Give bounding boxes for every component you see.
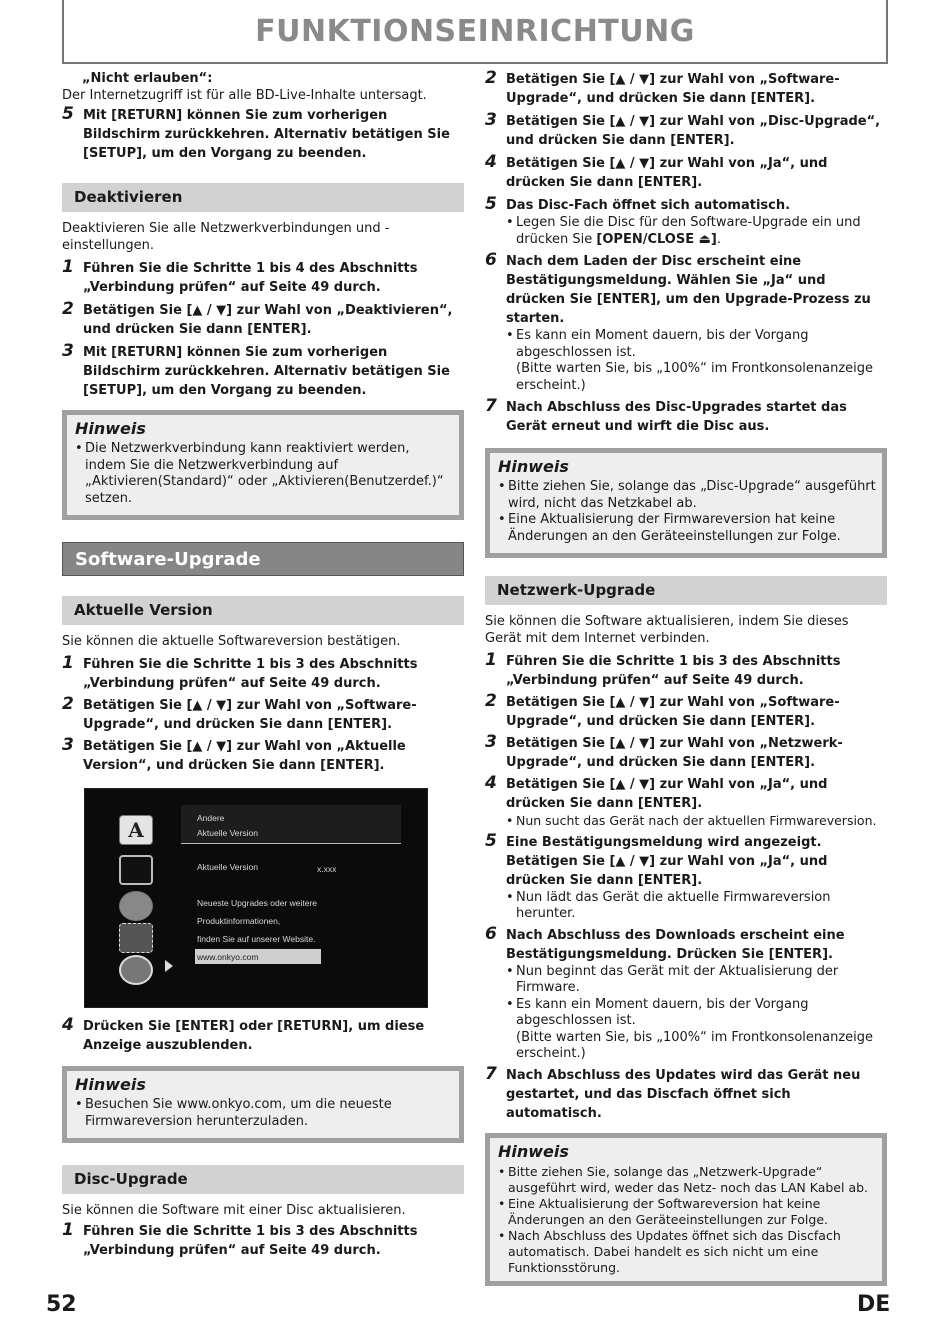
step [485, 775, 887, 830]
step-text: Führen Sie die Schritte 1 bis 3 des Abschnitts „Verbindung prüfen“ auf Seite 49 durch. [83, 657, 418, 691]
step-number: 3 [62, 341, 74, 361]
language-code: DE [857, 1292, 891, 1317]
selection-arrow-icon [165, 960, 173, 972]
step [62, 301, 464, 339]
page-number: 52 [46, 1292, 77, 1317]
step-number: 4 [62, 1015, 74, 1035]
step-number: 2 [62, 299, 74, 319]
step-text: Mit [RETURN] können Sie zum vorherigen Bildschirm zurückkehren. Alternativ betätigen Sie [SETUP], um den Vorgang zu beenden. [83, 108, 450, 161]
step [485, 1063, 887, 1123]
step-number: 4 [485, 152, 497, 172]
step-text: Betätigen Sie [▲ / ▼] zur Wahl von „Software-Upgrade“, und drücken Sie dann [ENTER]. [83, 698, 417, 732]
step-number: 2 [62, 694, 74, 714]
step [485, 830, 887, 923]
right-column [485, 70, 887, 1286]
step-number: 6 [485, 250, 497, 270]
note-box [62, 410, 464, 520]
tv-icon [119, 855, 153, 885]
step [485, 693, 887, 731]
step-number: 4 [485, 773, 497, 793]
step [485, 154, 887, 192]
open-close-key: [OPEN/CLOSE ⏏] [596, 231, 717, 247]
step [62, 737, 464, 775]
step-number: 2 [485, 68, 497, 88]
step-number: 7 [485, 396, 497, 416]
note-title: Hinweis [75, 1075, 146, 1094]
step [485, 196, 887, 248]
page-title: FUNKTIONSEINRICHTUNG [255, 14, 695, 49]
step-text: Führen Sie die Schritte 1 bis 3 des Abschnitts „Verbindung prüfen“ auf Seite 49 durch. [83, 1224, 418, 1258]
step-text: Nach Abschluss des Updates wird das Gerät neu gestartet, und das Discfach öffnet sich automatisch. [506, 1067, 861, 1121]
step-bullet: • Es kann ein Moment dauern, bis der Vorgang abgeschlossen ist. [506, 328, 887, 361]
osd-divider [181, 843, 401, 844]
step-bullet: • Legen Sie die Disc für den Software-Upgrade ein und drücken Sie [OPEN/CLOSE ⏏]. [506, 215, 887, 248]
section-heading-netzwerk-upgrade: Netzwerk-Upgrade [485, 576, 887, 605]
step-text: Betätigen Sie [▲ / ▼] zur Wahl von „Disc-Upgrade“, und drücken Sie dann [ENTER]. [506, 114, 881, 148]
step [485, 652, 887, 690]
note-box [62, 1066, 464, 1143]
step-bullet: • Nun sucht das Gerät nach der aktuellen Firmwareversion. [506, 813, 887, 830]
note-item: • Nach Abschluss des Updates öffnet sich das Discfach automatisch. Dabei handelt es sich nicht um eine Funktionsstörung. [498, 1228, 876, 1276]
step-text: Betätigen Sie [▲ / ▼] zur Wahl von „Software-Upgrade“, und drücken Sie dann [ENTER]. [506, 695, 840, 729]
step-text: Führen Sie die Schritte 1 bis 3 des Abschnitts „Verbindung prüfen“ auf Seite 49 durch. [506, 654, 841, 688]
osd-menu-line: Andere [197, 813, 225, 823]
step-text: Nach Abschluss des Downloads erscheint eine Bestätigungsmeldung. Drücken Sie [ENTER]. [506, 927, 845, 962]
note-title: Hinweis [498, 1141, 569, 1161]
option-label: „Nicht erlauben“: [82, 71, 213, 86]
section-intro: Sie können die aktuelle Softwareversion bestätigen. [62, 634, 401, 649]
step-number: 5 [485, 830, 497, 851]
step-bullet: • Nun beginnt das Gerät mit der Aktualisierung der Firmware. [506, 964, 887, 997]
step-text: Führen Sie die Schritte 1 bis 4 des Abschnitts „Verbindung prüfen“ auf Seite 49 durch. [83, 261, 418, 295]
step-number: 2 [485, 691, 497, 711]
note-item: • Bitte ziehen Sie, solange das „Netzwerk-Upgrade“ ausgeführt wird, weder das Netz- noch das LAN Kabel ab. [498, 1164, 876, 1196]
step-text: Drücken Sie [ENTER] oder [RETURN], um diese Anzeige auszublenden. [83, 1019, 425, 1053]
note-item: • Die Netzwerkverbindung kann reaktiviert werden, indem Sie die Netzwerkverbindung auf „Aktivieren(Standard)“ oder „Aktivieren(Benutzerdef.)“ setzen. [75, 441, 453, 507]
step-number: 1 [62, 1220, 74, 1240]
step-subnote: (Bitte warten Sie, bis „100%“ im Frontkonsolenanzeige erscheint.) [516, 361, 874, 393]
step-number: 1 [62, 653, 74, 673]
step-text: Betätigen Sie [▲ / ▼] zur Wahl von „Aktuelle Version“, und drücken Sie dann [ENTER]. [83, 739, 406, 773]
step-text: Mit [RETURN] können Sie zum vorherigen Bildschirm zurückkehren. Alternativ betätigen Sie [SETUP], um den Vorgang zu beenden. [83, 345, 450, 398]
note-item: • Eine Aktualisierung der Softwareversion hat keine Änderungen an den Geräteeinstellungen zur Folge. [498, 1196, 876, 1228]
film-icon [119, 923, 153, 953]
section-heading-disc-upgrade: Disc-Upgrade [62, 1165, 464, 1194]
step [62, 696, 464, 734]
step [62, 1222, 464, 1260]
note-box [485, 1133, 887, 1286]
note-item: • Bitte ziehen Sie, solange das „Disc-Upgrade“ ausgeführt wird, nicht das Netzkabel ab. [498, 479, 876, 512]
step [62, 343, 464, 400]
step [62, 259, 464, 297]
step [485, 923, 887, 1063]
step-number: 3 [485, 732, 497, 752]
step-text: Nach dem Laden der Disc erscheint eine Bestätigungsmeldung. Wählen Sie „Ja“ und drücken Sie [ENTER], um den Upgrade-Prozess zu starten. [506, 254, 871, 326]
step [485, 112, 887, 150]
step [62, 655, 464, 693]
step [62, 1017, 464, 1055]
step-bullet: • Nun lädt das Gerät die aktuelle Firmwareversion herunter. [506, 890, 887, 923]
step-number: 7 [485, 1063, 497, 1084]
osd-screenshot [84, 788, 428, 1008]
step [62, 106, 464, 163]
step-text: Eine Bestätigungsmeldung wird angezeigt. Betätigen Sie [▲ / ▼] zur Wahl von „Ja“, und drücken Sie dann [ENTER]. [506, 834, 828, 888]
step [485, 70, 887, 108]
step-text: Das Disc-Fach öffnet sich automatisch. [506, 198, 791, 213]
step-text: Betätigen Sie [▲ / ▼] zur Wahl von „Deaktivieren“, und drücken Sie dann [ENTER]. [83, 303, 453, 337]
note-box [485, 448, 887, 558]
osd-version-value: x.xxx [317, 864, 337, 874]
section-intro: Sie können die Software mit einer Disc aktualisieren. [62, 1203, 406, 1218]
gear-icon [119, 955, 153, 985]
note-item: • Eine Aktualisierung der Firmwareversion hat keine Änderungen an den Geräteeinstellungen zur Folge. [498, 512, 876, 545]
step [485, 734, 887, 772]
section-heading-deaktivieren: Deaktivieren [62, 183, 464, 212]
step-text: Betätigen Sie [▲ / ▼] zur Wahl von „Netzwerk-Upgrade“, und drücken Sie dann [ENTER]. [506, 736, 843, 770]
step [485, 252, 887, 394]
note-title: Hinweis [75, 419, 146, 438]
step-number: 5 [485, 194, 497, 214]
osd-info-line: Neueste Upgrades oder weitere [197, 898, 318, 908]
letter-a-icon: A [119, 815, 153, 845]
osd-url: www.onkyo.com [197, 952, 259, 962]
osd-info-line: finden Sie auf unserer Website. [197, 934, 316, 944]
step-text: Nach Abschluss des Disc-Upgrades startet das Gerät erneut und wirft die Disc aus. [506, 400, 847, 434]
step-bullet: • Es kann ein Moment dauern, bis der Vorgang abgeschlossen ist. [506, 997, 887, 1030]
left-column [62, 70, 464, 1260]
step-subnote: (Bitte warten Sie, bis „100%“ im Frontkonsolenanzeige erscheint.) [516, 1029, 874, 1061]
step-number: 3 [485, 110, 497, 130]
step-text: Betätigen Sie [▲ / ▼] zur Wahl von „Ja“, und drücken Sie dann [ENTER]. [506, 777, 828, 811]
section-heading-software-upgrade: Software-Upgrade [62, 542, 464, 576]
step-number: 6 [485, 923, 497, 944]
section-heading-aktuelle-version: Aktuelle Version [62, 596, 464, 625]
step-number: 5 [62, 104, 74, 124]
option-description: Der Internetzugriff ist für alle BD-Live-Inhalte untersagt. [62, 88, 427, 103]
page-header [62, 0, 888, 64]
step-number: 3 [62, 735, 74, 755]
section-intro: Deaktivieren Sie alle Netzwerkverbindungen und -einstellungen. [62, 221, 390, 253]
step [485, 398, 887, 436]
note-title: Hinweis [498, 457, 569, 476]
osd-version-label: Aktuelle Version [197, 862, 258, 872]
disc-icon [119, 891, 153, 921]
section-intro: Sie können die Software aktualisieren, indem Sie dieses Gerät mit dem Internet verbinden. [485, 614, 849, 646]
note-item: • Besuchen Sie www.onkyo.com, um die neueste Firmwareversion herunterzuladen. [75, 1097, 453, 1130]
step-text: Betätigen Sie [▲ / ▼] zur Wahl von „Software-Upgrade“, und drücken Sie dann [ENTER]. [506, 72, 840, 106]
osd-info-line: Produktinformationen, [197, 916, 281, 926]
step-number: 1 [485, 650, 497, 670]
step-number: 1 [62, 257, 74, 277]
osd-menu-line: Aktuelle Version [197, 828, 258, 838]
step-text: Betätigen Sie [▲ / ▼] zur Wahl von „Ja“, und drücken Sie dann [ENTER]. [506, 156, 828, 190]
